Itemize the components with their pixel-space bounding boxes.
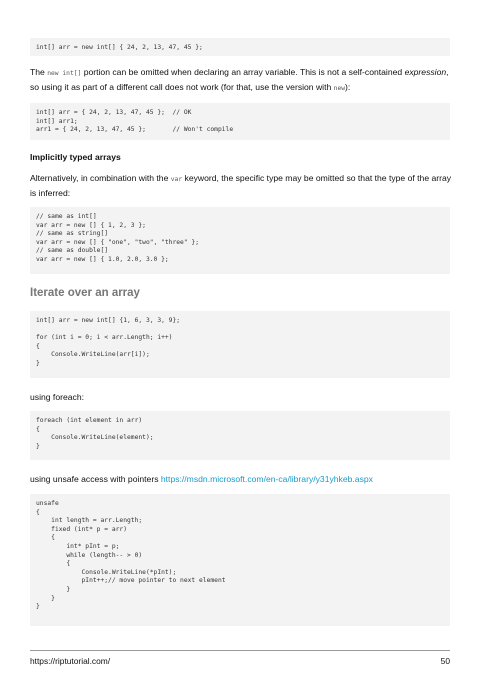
code-block-foreach: foreach (int element in arr) { Console.WriteLine(element); } (30, 411, 450, 460)
code-block-omitted-new: int[] arr = { 24, 2, 13, 47, 45 }; // OK int[] arr1; arr1 = { 24, 2, 13, 47, 45 }; // Won't compile (30, 103, 450, 140)
footer-divider (30, 650, 450, 651)
code-block-unsafe: unsafe { int length = arr.Length; fixed (int* p = arr) { int* pInt = p; while (length-- > 0) { Console.WriteLine(*pInt); pInt++;// move pointer to next element } } } (30, 494, 450, 626)
inline-code: new (333, 84, 346, 92)
paragraph-unsafe-pointers (30, 473, 455, 486)
footer-url[interactable]: https://riptutorial.com/ (30, 656, 111, 666)
text: Alternatively, in combination with the (30, 173, 171, 183)
text: ): (345, 81, 351, 92)
heading-implicitly-typed-arrays: Implicitly typed arrays (30, 152, 121, 162)
code-block-array-init: int[] arr = new int[] { 24, 2, 13, 47, 45 }; (30, 38, 450, 56)
text: portion can be omitted when declaring an array variable. This is not a self-contained (81, 67, 405, 77)
text: using unsafe access with pointers (30, 474, 161, 484)
code-block-implicit-arrays: // same as int[] var arr = new [] { 1, 2, 3 }; // same as string[] var arr = new [] { "one", "two", "three" }; // same as double[] var arr = new [] { 1.0, 2.0, 3.0 }; (30, 207, 450, 274)
code-block-for-loop: int[] arr = new int[] {1, 6, 3, 3, 9}; for (int i = 0; i < arr.Length; i++) { Console.WriteLine(arr[i]); } (30, 311, 450, 378)
text: keyword, the specific type may be omitted so that the type of the array is inferred: (30, 173, 452, 198)
text: The (30, 67, 48, 77)
paragraph-var-keyword (30, 172, 455, 199)
inline-code: new int[] (47, 70, 82, 77)
emphasis-text: expression (404, 67, 447, 77)
paragraph-using-foreach: using foreach: (30, 392, 84, 402)
msdn-link[interactable]: https://msdn.microsoft.com/en-ca/library/y31yhkeb.aspx (160, 474, 373, 484)
paragraph-new-omitted (30, 66, 455, 95)
text: , so using it as part of a different call does not work (for that, use the version with (30, 67, 449, 92)
inline-code: var (170, 176, 183, 183)
heading-iterate-over-array: Iterate over an array (30, 287, 140, 299)
page-number: 50 (440, 656, 450, 666)
